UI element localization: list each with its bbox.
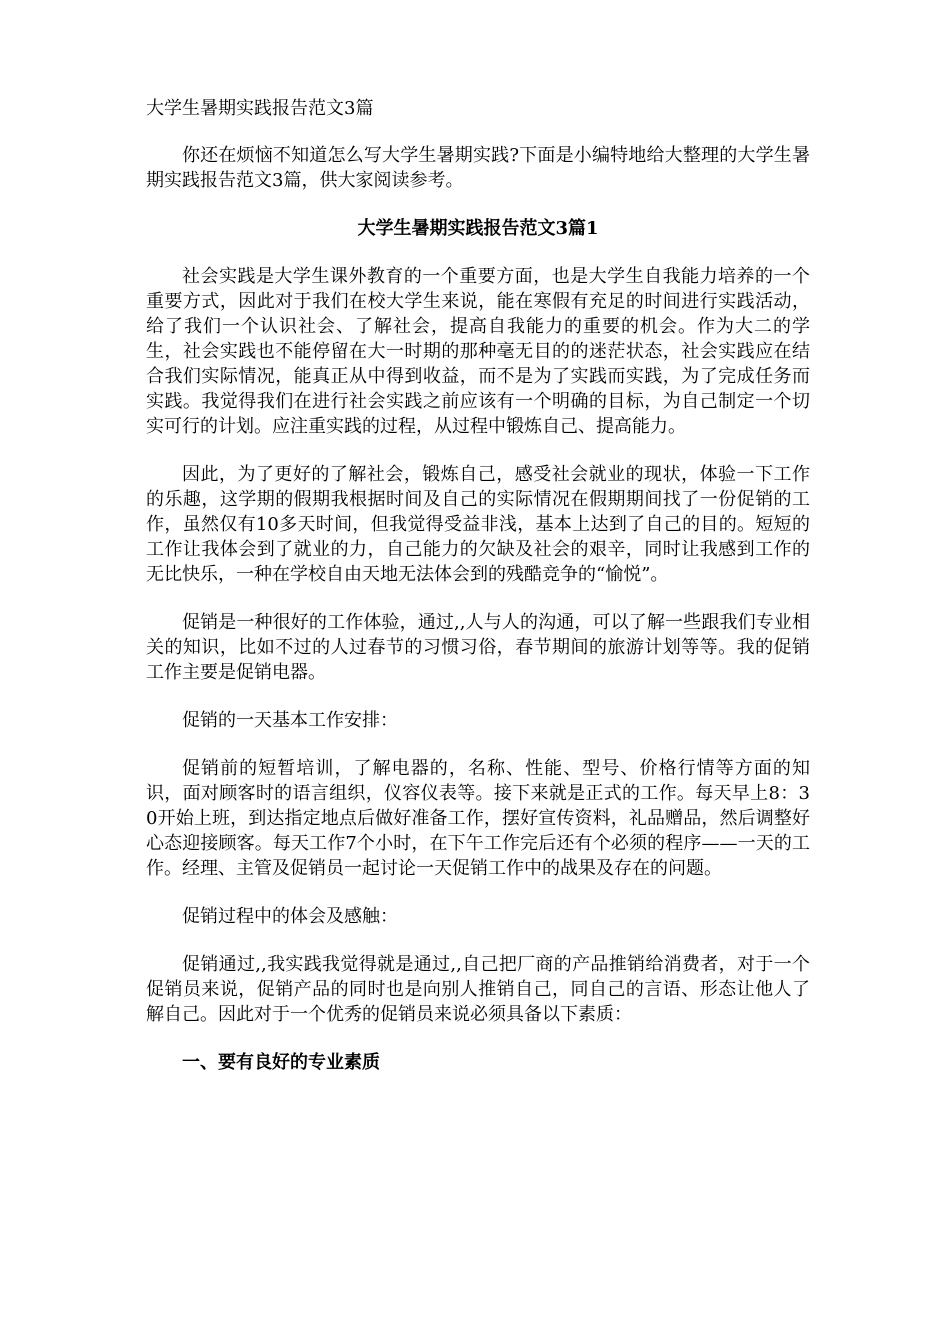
intro-paragraph: 你还在烦恼不知道怎么写大学生暑期实践?下面是小编特地给大整理的大学生暑期实践报告范文3篇，供大家阅读参考。 — [146, 145, 810, 191]
document-page — [146, 96, 810, 1098]
body-paragraph: 社会实践是大学生课外教育的一个重要方面，也是大学生自我能力培养的一个重要方式，因此对于我们在校大学生来说，能在寒假有充足的时间进行实践活动，给了我们一个认识社会、了解社会，提高自我能力的重要的机会。作为大二的学生，社会实践也不能停留在大一时期的那种毫无目的的迷茫状态，社会实践应在结合我们实际情况，能真正从中得到收益，而不是为了实践而实践，为了完成任务而实践。我觉得我们在进行社会实践之前应该有一个明确的目标，为自己制定一个切实可行的计划。应注重实践的过程，从过程中锻炼自己、提高能力。 — [146, 266, 810, 437]
body-paragraph: 促销过程中的体会及感触： — [182, 906, 398, 927]
section-heading: 大学生暑期实践报告范文3篇1 — [357, 218, 599, 239]
body-paragraph: 促销的一天基本工作安排： — [182, 710, 398, 731]
body-paragraph: 因此，为了更好的了解社会，锻炼自己，感受社会就业的现状，体验一下工作的乐趣，这学期的假期我根据时间及自己的实际情况在假期期间找了一份促销的工作，虽然仅有10多天时间，但我觉得受益非浅，基本上达到了自己的目的。短短的工作让我体会到了就业的力，自己能力的欠缺及社会的艰辛，同时让我感到工作的无比快乐，一种在学校自由天地无法体会到的残酷竞争的“愉悦”。 — [146, 464, 810, 585]
body-paragraph: 促销通过,,我实践我觉得就是通过,,自己把厂商的产品推销给消费者，对于一个促销员来说，促销产品的同时也是向别人推销自己，同自己的言语、形态让他人了解自己。因此对于一个优秀的促销员来说必须具备以下素质： — [146, 954, 810, 1025]
body-paragraph: 促销是一种很好的工作体验，通过,,人与人的沟通，可以了解一些跟我们专业相关的知识，比如不过的人过春节的习惯习俗，春节期间的旅游计划等等。我的促销工作主要是促销电器。 — [146, 612, 810, 683]
document-title: 大学生暑期实践报告范文3篇 — [146, 98, 374, 119]
body-paragraph: 促销前的短暂培训，了解电器的，名称、性能、型号、价格行情等方面的知识，面对顾客时的语言组织，仪容仪表等。接下来就是正式的工作。每天早上8：30开始上班，到达指定地点后做好准备工作，摆好宣传资料，礼品赠品，然后调整好心态迎接顾客。每天工作7个小时，在下午工作完后还有个必须的程序——一天的工作。经理、主管及促销员一起讨论一天促销工作中的战果及存在的问题。 — [146, 758, 810, 879]
sub-heading: 一、要有良好的专业素质 — [182, 1052, 380, 1073]
